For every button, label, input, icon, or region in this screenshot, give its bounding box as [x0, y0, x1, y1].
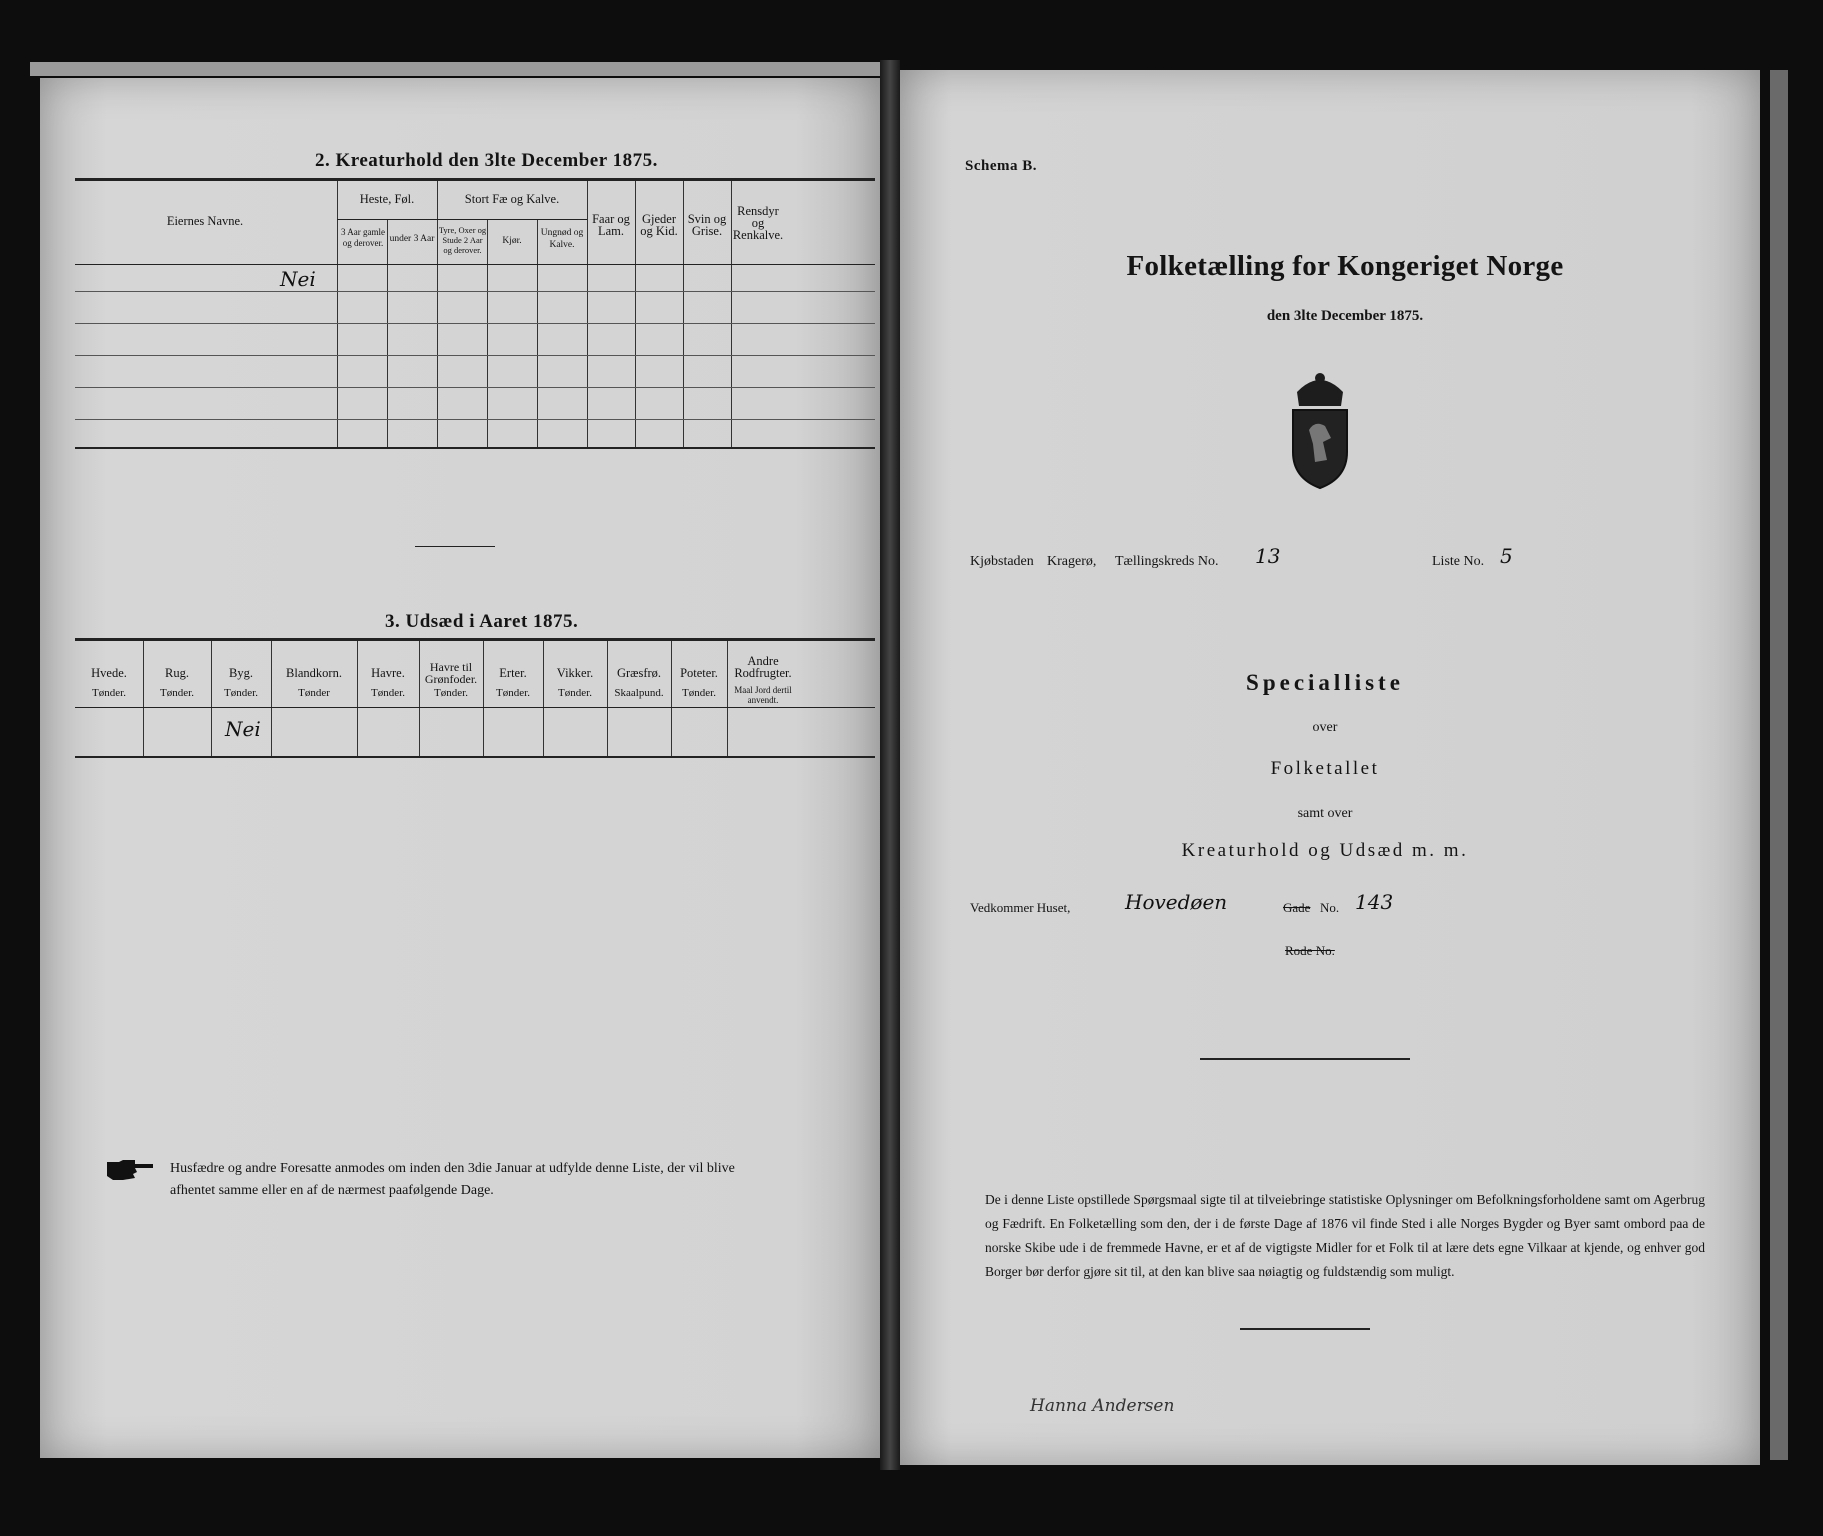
- header-cattle-young: Ungnød og Kalve.: [540, 228, 584, 250]
- city-label: Kjøbstaden: [970, 554, 1034, 569]
- page-edge-right: [1770, 70, 1788, 1460]
- house-no-value: 143: [1355, 890, 1394, 914]
- header-pigs: Svin og Grise.: [687, 212, 727, 238]
- seed-col-wheat: Hvede.: [91, 666, 127, 680]
- seed-unit-wheat: Tønder.: [92, 687, 126, 699]
- page-edge-top-left: [30, 62, 880, 76]
- section-separator: [415, 546, 495, 547]
- seed-unit-grass: Skaalpund.: [614, 687, 664, 699]
- district-label: Tællingskreds No.: [1115, 554, 1219, 569]
- seed-unit-potatoes: Tønder.: [682, 687, 716, 699]
- header-horses-under3: under 3 Aar: [389, 234, 435, 244]
- right-page: [900, 70, 1760, 1465]
- seed-col-oats-green: Havre til Grønfoder.: [424, 660, 478, 686]
- house-label: Vedkommer Huset,: [970, 900, 1071, 915]
- gade-label: Gade: [1283, 900, 1311, 915]
- seed-col-potatoes: Poteter.: [680, 666, 718, 680]
- bottom-rule: [1240, 1328, 1370, 1330]
- kreaturhold-heading: Kreaturhold og Udsæd m. m.: [1181, 840, 1469, 861]
- explanatory-paragraph: De i denne Liste opstillede Spørgsmaal sigte til at tilveiebringe statistiske Oplysninger om Befolkningsforholdene samt om Agerbrug og Fædrift. En Folketælling som den, der i de første Dage af 1876 vil finde Sted i alle Norges Bygder og Byer samt ombord paa de norske Skibe ude i de fremmede Havne, er et af de vigtigste Midler for et Folk til at lære dets egne Vilkaar at kjende, og enhver god Borger bør derfor gjøre sit til, at den kan blive saa nøiagtig og fuldstændig som muligt.: [985, 1192, 1705, 1279]
- left-page: [40, 78, 880, 1458]
- header-reindeer: Rensdyr og Renkalve.: [732, 204, 784, 242]
- folketallet-heading: Folketallet: [1270, 758, 1380, 779]
- seed-entry: Nei: [225, 717, 261, 741]
- header-cattle-cows: Kjør.: [502, 236, 522, 246]
- seed-col-roots: Andre Rodfrugter.: [734, 654, 792, 680]
- seed-col-mixed: Blandkorn.: [286, 666, 342, 680]
- seed-unit-oats-green: Tønder.: [434, 687, 468, 699]
- list-label: Liste No.: [1432, 554, 1485, 569]
- seed-unit-peas: Tønder.: [496, 687, 530, 699]
- district-value: 13: [1255, 544, 1281, 568]
- list-value: 5: [1500, 544, 1513, 568]
- seed-col-grass: Græsfrø.: [616, 666, 662, 680]
- house-no-label: No.: [1320, 900, 1340, 915]
- pointing-hand-icon: [105, 1156, 155, 1188]
- seed-col-peas: Erter.: [499, 666, 527, 680]
- header-horses: Heste, Føl.: [359, 192, 415, 206]
- livestock-table: [75, 181, 875, 451]
- header-cattle-bulls: Tyre, Oxer og Stude 2 Aar og derover.: [438, 225, 487, 255]
- seed-col-vetch: Vikker.: [556, 666, 594, 680]
- divider-rule: [1200, 1058, 1410, 1060]
- notice-text: Husfædre og andre Foresatte anmodes om inden den 3die Januar at udfylde denne Liste, der vil blive afhentet samme eller en af de nærmest paafølgende Dage.: [170, 1161, 735, 1198]
- signature: Hanna Andersen: [1030, 1396, 1175, 1416]
- section2-title: 2. Kreaturhold den 3lte December 1875.: [315, 150, 658, 171]
- census-title: Folketælling for Kongeriget Norge: [1126, 250, 1564, 282]
- section3-title: 3. Udsæd i Aaret 1875.: [385, 611, 579, 632]
- over-label: over: [1312, 720, 1338, 735]
- header-owners: Eiernes Navne.: [166, 214, 244, 228]
- seed-col-rye: Rug.: [165, 666, 189, 680]
- seed-col-barley: Byg.: [229, 666, 253, 680]
- seed-unit-roots: Maal Jord dertil anvendt.: [734, 685, 792, 705]
- header-cattle: Stort Fæ og Kalve.: [464, 192, 560, 206]
- header-sheep: Faar og Lam.: [592, 212, 630, 238]
- seed-table: [75, 641, 875, 761]
- specialliste-heading: Specialliste: [1246, 670, 1404, 695]
- seed-unit-barley: Tønder.: [224, 687, 258, 699]
- seed-unit-vetch: Tønder.: [558, 687, 592, 699]
- city-value: Kragerø,: [1047, 554, 1097, 569]
- coat-of-arms-emblem: [1285, 370, 1355, 494]
- book-spine: [880, 60, 900, 1470]
- seed-unit-mixed: Tønder: [298, 687, 330, 699]
- header-goats: Gjeder og Kid.: [640, 212, 678, 238]
- header-horses-3yrs: 3 Aar gamle og derover.: [341, 227, 385, 248]
- census-date: den 3lte December 1875.: [1266, 308, 1424, 324]
- schema-label: Schema B.: [965, 158, 1037, 174]
- samt-over-label: samt over: [1297, 806, 1353, 821]
- seed-col-oats: Havre.: [371, 666, 405, 680]
- seed-unit-oats: Tønder.: [371, 687, 405, 699]
- livestock-entry: Nei: [280, 267, 316, 291]
- house-value: Hovedøen: [1125, 890, 1228, 914]
- rode-label: Rode No.: [1285, 943, 1335, 958]
- seed-unit-rye: Tønder.: [160, 687, 194, 699]
